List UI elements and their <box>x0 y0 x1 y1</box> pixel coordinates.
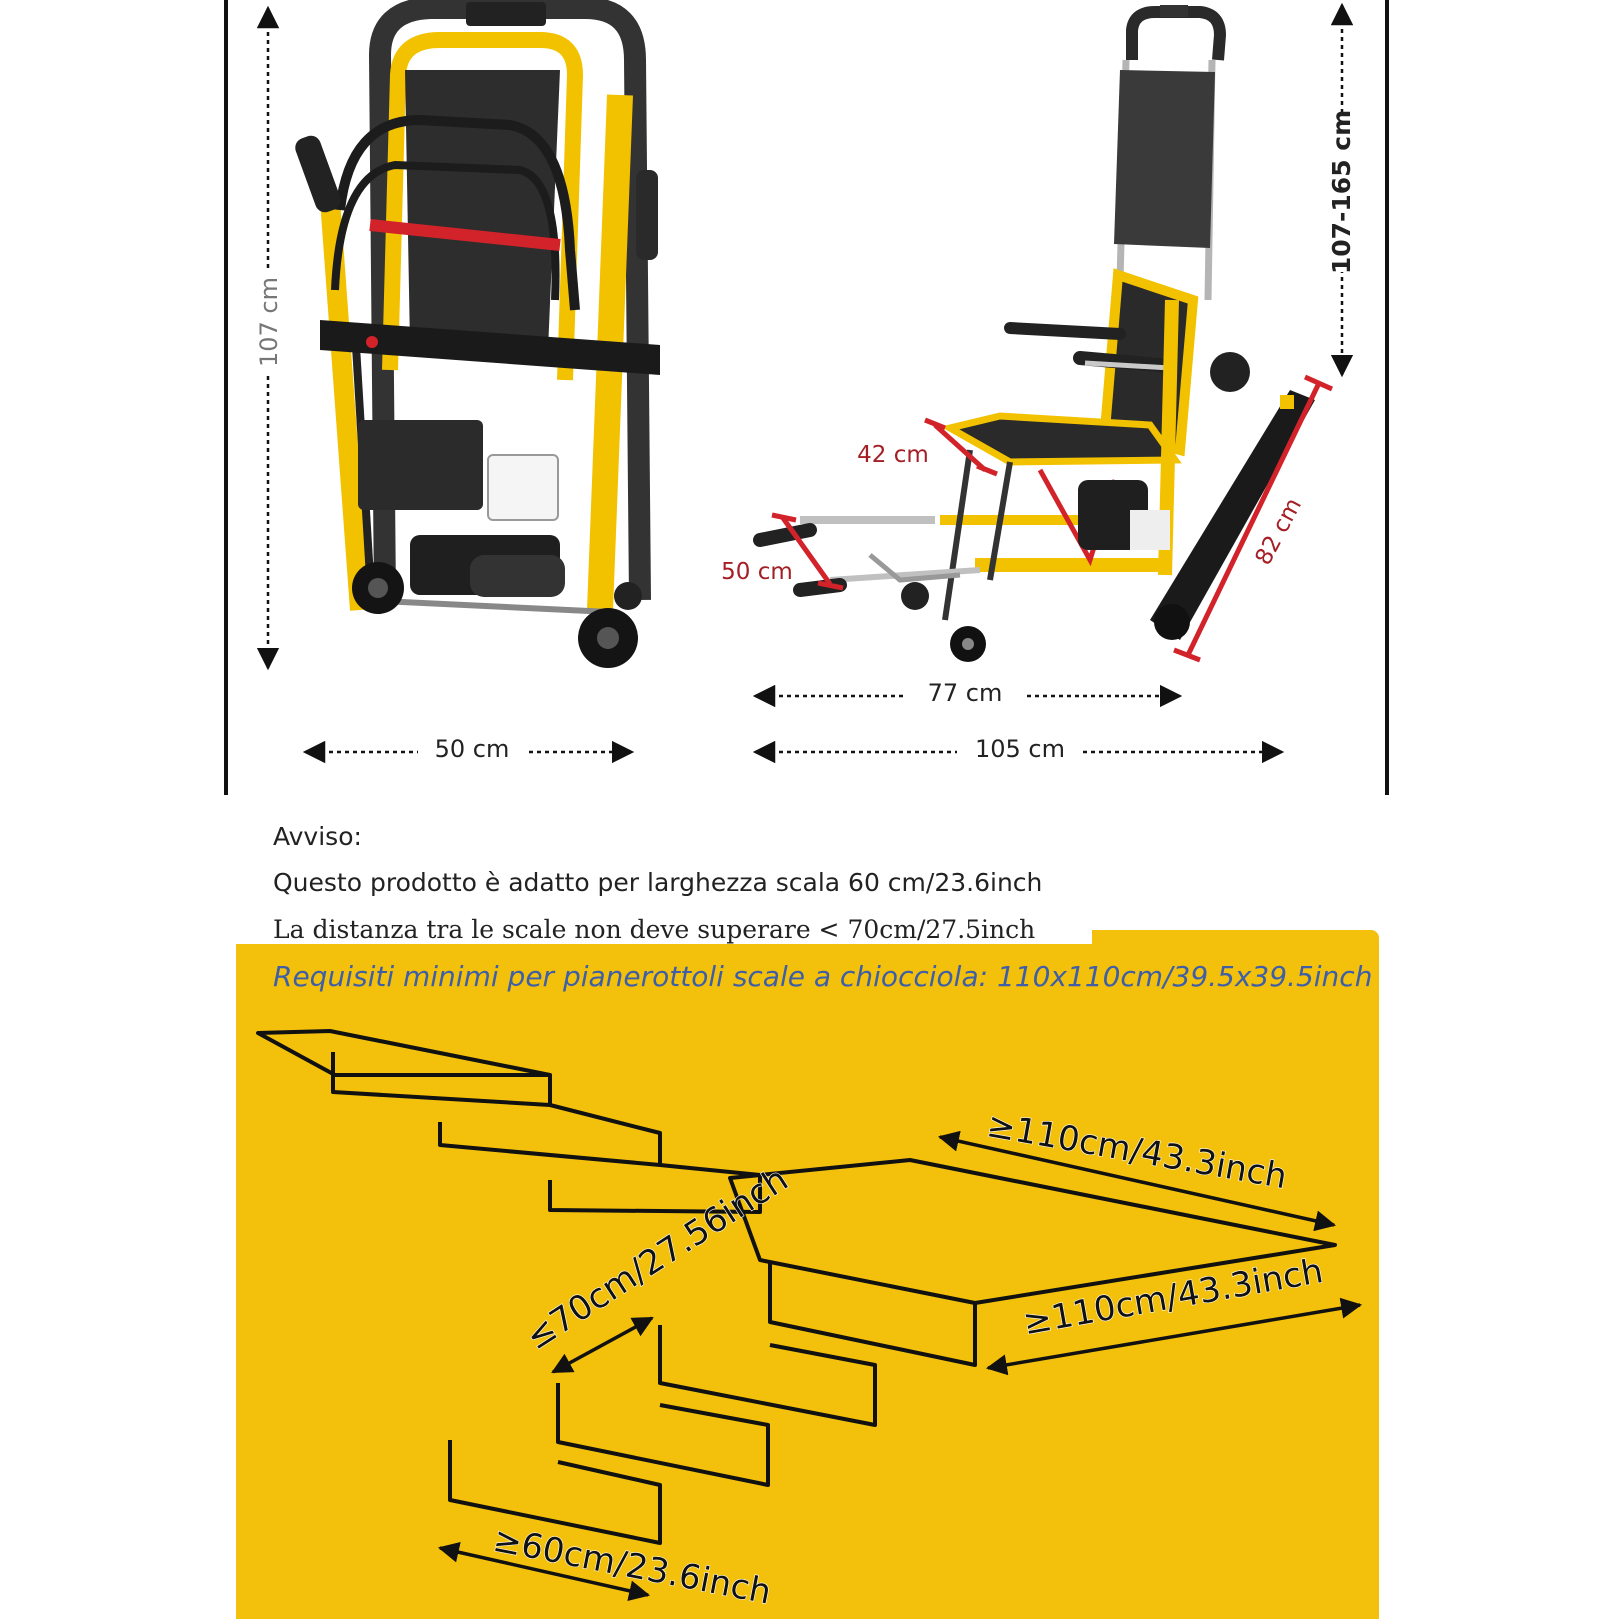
footrest-width-label: 50 cm <box>721 559 793 585</box>
chair-front-view <box>292 2 660 668</box>
seat-depth-label: 42 cm <box>857 442 929 468</box>
width-label: 50 cm <box>434 735 510 763</box>
height-label: 107 cm <box>255 276 283 368</box>
chair-side-view <box>760 5 1332 662</box>
notice-title: Avviso: <box>273 822 362 851</box>
total-depth-label: 105 cm <box>974 735 1066 763</box>
gap-label: ≤70cm/27.56inch <box>518 1159 796 1359</box>
notice-line-stair-width: Questo prodotto è adatto per larghezza scala 60 cm/23.6inch <box>273 868 1043 897</box>
notice-line-stair-gap: La distanza tra le scale non deve superare < 70cm/27.5inch <box>273 915 1036 944</box>
track-length-label: 82 cm <box>1250 493 1308 570</box>
folded-depth-label: 77 cm <box>927 679 1003 707</box>
landing-width-label: ≥110cm/43.3inch <box>1020 1251 1327 1344</box>
landing-length-label: ≥110cm/43.3inch <box>983 1105 1290 1198</box>
extended-height-label: 107-165 cm <box>1327 109 1356 275</box>
notice-line-landing: Requisiti minimi per pianerottoli scale a chiocciola: 110x110cm/39.5x39.5inch <box>273 960 1373 993</box>
stair-width-label: ≥60cm/23.6inch <box>489 1519 775 1613</box>
